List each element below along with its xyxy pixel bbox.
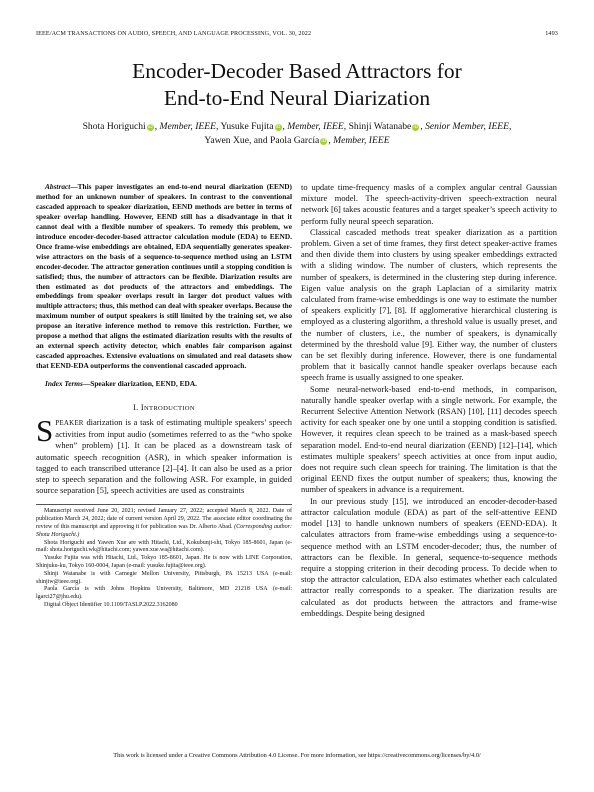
license-notice: This work is licensed under a Creative Commons Attribution 4.0 License. For more information, see https://creativecommons.org/licenses/by/4.0/	[113, 752, 481, 759]
footnote-affiliation: Yusuke Fujita was with Hitachi, Ltd., Tokyo 185-8601, Japan. He is now with LINE Corporation, Shinjuku-ku, Tokyo 160-0004, Japan (e-mail: yusuke.fujita@ieee.org).	[36, 555, 292, 570]
index-terms	[36, 379, 292, 389]
orcid-icon[interactable]: iD	[413, 125, 419, 130]
body-paragraph: Classical cascaded methods treat speaker diarization as a partition problem. Given a set of time frames, they first detect speaker-active frames and then divide them into clusters by using speaker embeddings extracted with a sliding window. The number of clusters, which represents the number of speakers, is determined in the clustering step during inference. Eigen value analysis on the graph Laplacian of a similarity matrix calculated from frame-wise embeddings is one way to estimate the number of speakers explicitly [7], [8]. If agglomerative hierarchical clustering is employed as a clustering algorithm, a threshold value is usually preset, and the number of clusters, i.e., the number of speakers, is dynamically determined by the threshold value [9]. Either way, the number of clusters can be set flexibly during inference. However, there is one fundamental problem that it basically cannot handle speaker overlaps because each speech frame is usually assigned to one speaker.	[301, 226, 557, 383]
footnote-affiliation: Shota Horiguchi and Yawen Xue are with Hitachi, Ltd., Kokubunji-shi, Tokyo 185-8601, Japan (e-mail: shota.horiguchi.wk@hitachi.com; yawen.xue.wa@hitachi.com).	[36, 539, 292, 554]
author-3: Shinji Watanabe iD , Senior Member, IEEE,	[348, 121, 512, 132]
index-terms-text: —Speaker diarization, EEND, EDA.	[82, 379, 197, 389]
drop-cap: S	[36, 413, 54, 449]
index-terms-label: Index Terms	[45, 379, 83, 389]
journal-name: IEEE/ACM TRANSACTIONS ON AUDIO, SPEECH, AND LANGUAGE PROCESSING, VOL. 30, 2022	[36, 30, 312, 37]
body-paragraph: In our previous study [15], we introduced an encoder-decoder-based attractor calculation module (EDA) as part of the self-attentive EEND model [13] to handle unknown numbers of speakers (EEND-EDA). It calculates attractors from frame-wise embeddings using a sequence-to-sequence method with an LSTM encoder-decoder; thus, the number of attractors can be flexible. In general, sequence-to-sequence methods require a stopping criterion in their decoding process. To decide when to stop the attractor calculation, EDA also estimates whether each calculated attractor really corresponds to a speaker. The diarization results are calculated as dot products between the attractors and frame-wise embeddings. Despite being designed	[301, 495, 557, 618]
page-number: 1493	[545, 30, 558, 37]
author-1: Shota Horiguchi iD , Member, IEEE,	[82, 121, 221, 132]
body-paragraph: Some neural-network-based end-to-end methods, in comparison, naturally handle speaker overlap with a single network. For example, the Recurrent Selective Attention Network (RSAN) [10], [11] decodes speech activity for each speaker one by one until a stopping condition is satisfied. However, it requires clean speech to be trained as a mask-based speech separation model. End-to-end neural diarization (EEND) [12]–[14], which estimates multiple speakers’ speech activities at once from input audio, does not require such clean speech for training. The limitation is that the original EEND fixes the output number of speakers; thus, knowing the number of speakers in advance is a requirement.	[301, 383, 557, 495]
footnote-affiliation: Paola García is with Johns Hopkins University, Baltimore, MD 21218 USA (e-mail: lgarci27@jhu.edu).	[36, 586, 292, 601]
author-4: Yawen Xue, and Paola García iD , Member, IEEE	[204, 135, 390, 146]
abstract-label: Abstract	[45, 182, 71, 191]
orcid-icon[interactable]: iD	[275, 125, 281, 130]
section-heading: I. INTRODUCTION	[133, 403, 195, 413]
author-list	[40, 120, 554, 148]
orcid-icon[interactable]: iD	[147, 125, 153, 130]
running-head	[36, 30, 558, 40]
paper-title	[0, 58, 594, 112]
orcid-icon[interactable]: iD	[321, 139, 327, 144]
footnote-affiliation: Shinji Watanabe is with Carnegie Mellon University, Pittsburgh, PA 15213 USA (e-mail: shinjiw@ieee.org).	[36, 570, 292, 585]
footnotes	[36, 504, 292, 609]
body-paragraph: to update time-frequency masks of a complex angular central Gaussian mixture model. The speech-activity-driven speech-extraction neural network [6] takes acoustic features and a target speaker’s speech activity to perform fully neural speech separation.	[301, 182, 557, 226]
title-line-1: Encoder-Decoder Based Attractors for	[132, 59, 462, 83]
footnote-manuscript: Manuscript received June 20, 2021; revised January 27, 2022; accepted March 8, 2022. Date of publication March 24, 2022; date of current version April 29, 2022. The associate editor coordinating the review of this manuscript and approving it for publication was Dr. Alberto Abad. (Corresponding author: Shota Horiguchi.)	[36, 508, 292, 538]
abstract-text: —This paper investigates an end-to-end neural diarization (EEND) method for an unknown number of speakers. In contrast to the conventional cascaded approach to speaker diarization, EEND methods are better in terms of speaker overlap handling. However, EEND still has a disadvantage in that it cannot deal with a flexible number of speakers. To remedy this problem, we introduce encoder-decoder-based attractor calculation module (EDA) to EEND. Once frame-wise embeddings are obtained, EDA sequentially generates speaker-wise attractors on the basis of a sequence-to-sequence method using an LSTM encoder-decoder. The attractor generation continues until a stopping condition is satisfied; thus, the number of attractors can be flexible. Diarization results are then estimated as dot products of the attractors and embeddings. The embeddings from speaker overlaps result in larger dot product values with multiple attractors; thus, this method can deal with speaker overlaps. Because the maximum number of output speakers is still limited by the training set, we also propose an iterative inference method to remove this restriction. Further, we propose a method that aligns the estimated diarization results with the results of an external speech activity detector, which enables fair comparison against cascaded approaches. Extensive evaluations on simulated and real datasets show that EEND-EDA outperforms the conventional cascaded approach.	[36, 182, 292, 371]
footnote-doi: Digital Object Identifier 10.1109/TASLP.2022.3162080	[44, 602, 178, 609]
left-column	[36, 182, 292, 610]
author-2: Yusuke Fujita iD , Member, IEEE,	[220, 121, 349, 132]
intro-paragraph: SPEAKER diarization is a task of estimating multiple speakers’ speech activities from input audio (sometimes referred to as the “who spoke when” problem) [1]. It can be placed as a downstream task of automatic speech recognition (ASR), in which speaker information is tagged to each transcribed utterance [2]–[4]. It can also be used as a prior step to speech separation and the following ASR. For example, in guided source separation [5], speech activities are used as constraints	[36, 413, 292, 496]
right-column	[301, 182, 557, 619]
title-line-2: End-to-End Neural Diarization	[163, 86, 431, 110]
abstract	[36, 182, 292, 371]
